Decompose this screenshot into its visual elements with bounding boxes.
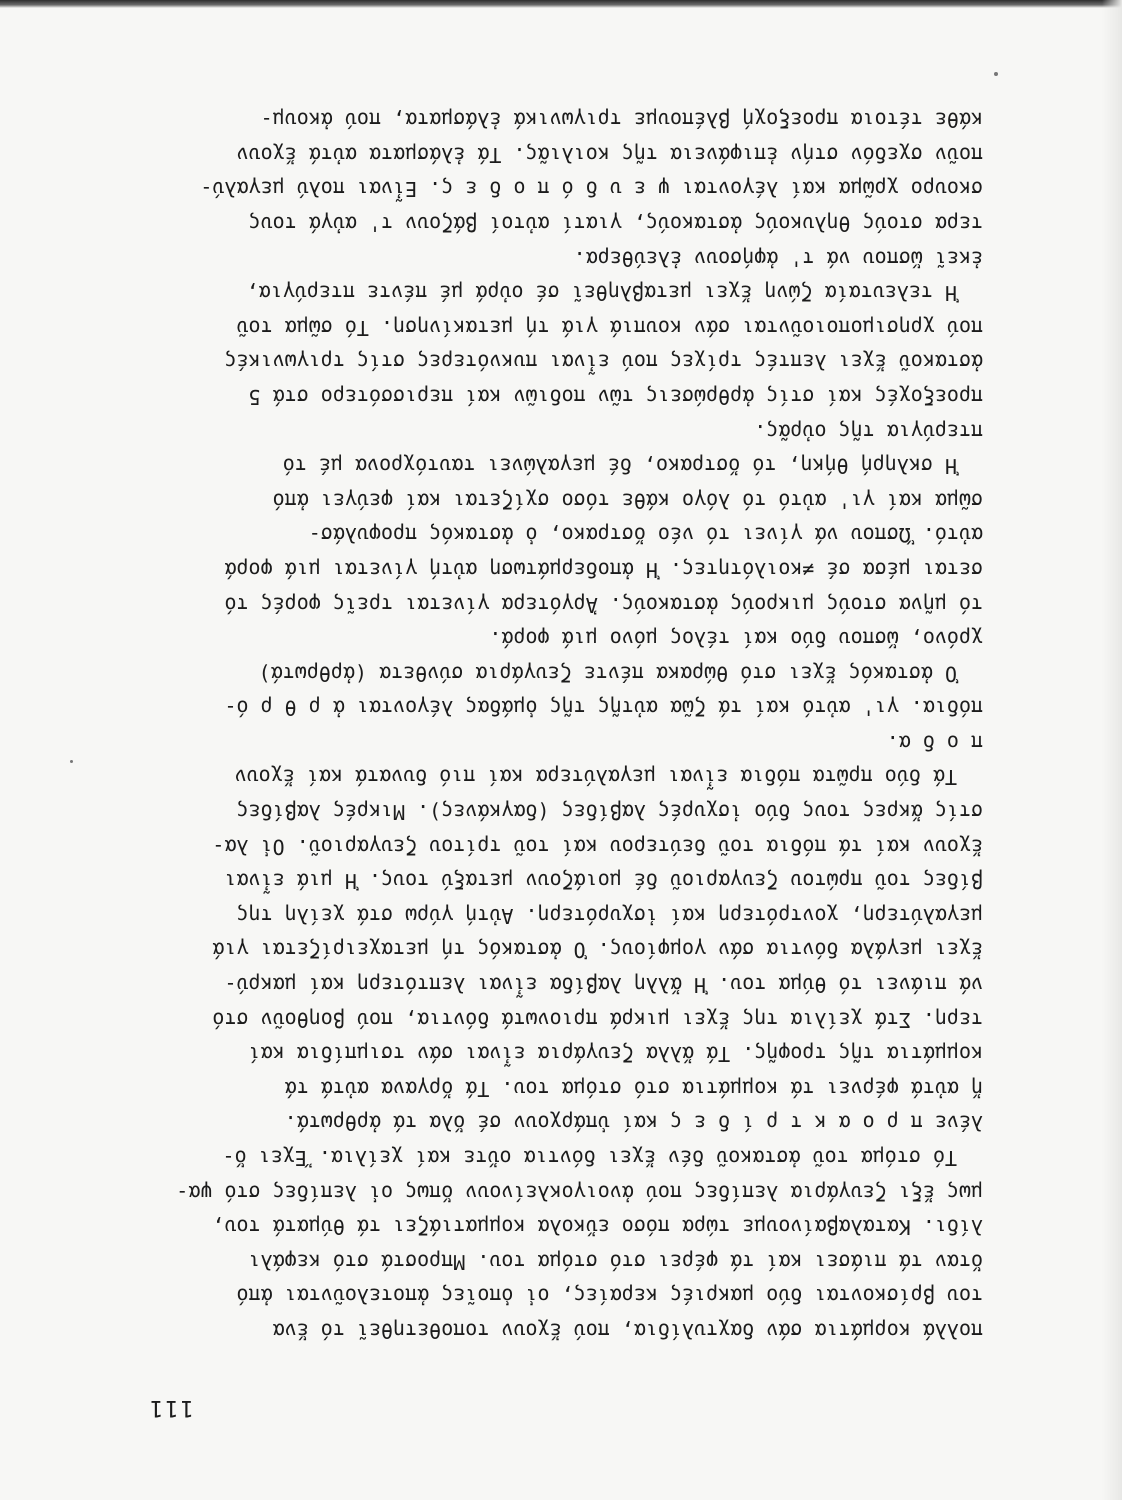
text-line: πτερύγια τῆς οὐρᾶς. bbox=[754, 419, 983, 444]
text-line: Ἡ τελευταία ζώνη ἔχει μεταβληθεῖ σέ οὐρά μέ πέντε πτερύγια, bbox=[246, 281, 957, 306]
text-line: ἔχουν καί τά πόδια τοῦ δεύτερου καί τοῦ τρίτου ζευγαριοῦ. Οἱ λα- bbox=[212, 834, 983, 859]
text-line: σῶμα καί γι' αὐτό τό λόγο κάθε τόσο σχίζεται καί φεύγει ἀπό bbox=[272, 488, 983, 513]
page-number: 111 bbox=[148, 1395, 194, 1420]
text-line: μως ἔξι ζευγάρια λεπίδες πού ἀνοιγοκλείνουν ὅπως οἱ λεπίδες στό ψα- bbox=[176, 1180, 983, 1205]
text-line: στίς ἄκρες τους δύο ἰσχυρές λαβίδες (δαγκάνες). Μικρές λαβίδες bbox=[236, 800, 983, 825]
text-line: πόδια. γι' αὐτό καί τά ζῶα αὐτῆς τῆς ὁμάδας λέγονται ἀ ρ θ ρ ό- bbox=[224, 696, 983, 721]
scan-right-edge bbox=[1102, 0, 1122, 1500]
scan-top-shadow bbox=[0, 0, 1122, 8]
rotated-text-block bbox=[148, 78, 983, 1420]
text-line: χρόνο, ὥσπου δύο καί τέλος μόνο μιά φορά. bbox=[489, 627, 983, 652]
text-lines bbox=[148, 103, 983, 1348]
dust-speck bbox=[70, 760, 73, 763]
text-line: Τό στόμα τοῦ ἀστακοῦ δέν ἔχει δόντια οὔτε καί χείλια. Ἔχει ὅ- bbox=[222, 1146, 957, 1171]
text-line: λίδι. Καταλαβαίνουμε τώρα πόσο εὔκολα κομματιάζει τά θύματά του, bbox=[212, 1215, 983, 1240]
text-line: ὅταν τά πιάσει καί τά φέρει στό στόμα του. Μπροστά στό κεφάλι bbox=[248, 1249, 983, 1274]
text-line: τό μῆνα στούς μικρούς ἀστακούς. Ἀργότερα γίνεται τρεῖς φορές τό bbox=[224, 592, 983, 617]
text-line: Ἡ σκληρή θήκη, τό ὄστρακο, δέ μεγαλώνει ταυτόχρονα μέ τό bbox=[282, 454, 957, 479]
text-line: Τά δύο πρῶτα πόδια εἶναι μεγαλύτερα καί πιό δυνατά καί ἔχουν bbox=[234, 765, 957, 790]
text-line: Ὁ ἀστακός ἔχει στό θώρακα πέντε ζευγάρια σύνθετα (ἀρθρωτά) bbox=[258, 661, 957, 686]
text-line: βίδες τοῦ πρώτου ζευγαριοῦ δέ μοιάζουν μεταξύ τους. Ἡ μιά εἶναι bbox=[224, 869, 983, 894]
text-line: ποῦν σχεδόν στήν ἐπιφάνεια τῆς κοιλιᾶς. Τά ἐλάσματα αὐτά ἔχουν bbox=[236, 142, 983, 167]
dust-speck bbox=[994, 72, 998, 76]
text-line: κάθε τέτοια προεξοχή βλέπουμε τριγωνικά ἐλάσματα, πού ἀκουμ- bbox=[260, 108, 983, 133]
text-line: κομμάτια τῆς τροφῆς. Τά ἄλλα ζευγάρια εἶναι σάν τσιμπίδια καί bbox=[248, 1042, 983, 1067]
text-line: ἤ αὐτά φέρνει τά κομμάτια στό στόμα του. Τά ὄργανα αὐτά τά bbox=[284, 1076, 983, 1101]
text-line: πού χρησιμοποιοῦνται σάν κουπιά γιά τή μετακίνηση. Τό σῶμα τοῦ bbox=[236, 315, 983, 340]
text-line: αὐτό. Ὥσπου νά γίνει τό νέο ὄστρακο, ὁ ἀστακός προφυλάσ- bbox=[308, 523, 983, 548]
text-line: ἔχει μεγάλα δόντια σάν γομφίους. Ὁ ἀστακός τή μεταχειρίζεται γιά bbox=[212, 938, 983, 963]
text-line: του βρίσκονται δύο μακριές κεραίες, οἱ ὁποῖες ἀποτελοῦνται ἀπό bbox=[236, 1284, 983, 1309]
text-line: τερη. Στά χείλια της ἔχει μικρά πριονωτά δόντια, πού βοηθοῦν στό bbox=[212, 1007, 983, 1032]
text-line: μεγαλύτερη, χοντρότερη καί ἰσχυρότερη. Αὐτή γύρω στά χείλη της bbox=[236, 903, 983, 928]
text-line: πολλά κορμάτια σάν δαχτυλίδια, πού ἔχουν τοποθετηθεῖ τό ἕνα bbox=[272, 1319, 983, 1343]
text-line: π ο δ α. bbox=[886, 730, 983, 755]
text-line: σεται μέσα σέ ≠κοιλότητες. Ἡ ἀποδερμάτωση αὐτή γίνεται μιά φορά bbox=[224, 557, 983, 582]
text-line: λένε π ρ ο α κ τ ρ ί δ ε ς καί ὑπάρχουν σέ ὅλα τά ἀρθρωτά. bbox=[284, 1111, 983, 1136]
text-line: νά πιάνει τό θύμα του. Ἡ ἄλλη λαβίδα εἶναι λεπτότερη καί μακρύ- bbox=[224, 973, 983, 998]
text-line: τερα στούς θηλυκούς ἀστακούς, γιατί αὐτοί βάζουν τ' αὐγά τους bbox=[248, 212, 983, 236]
text-line: ἐκεῖ ὥσπου νά τ' ἀφήσουν ἐλεύθερα. bbox=[573, 246, 983, 271]
text-line: ἀστακοῦ ἔχει λεπτές τρίχες πού εἶναι πυκνότερες στίς τριγωνικές bbox=[224, 350, 983, 375]
text-line: προεξοχές καί στίς ἀρθρώσεις τῶν ποδιῶν καί περισσότερο στά 5 bbox=[248, 384, 983, 409]
text-line: σκουρο χρῶμα καί λέγονται ψ ε υ δ ό π ο δ ε ς. Εἶναι πολύ μεγαλύ- bbox=[200, 177, 983, 202]
